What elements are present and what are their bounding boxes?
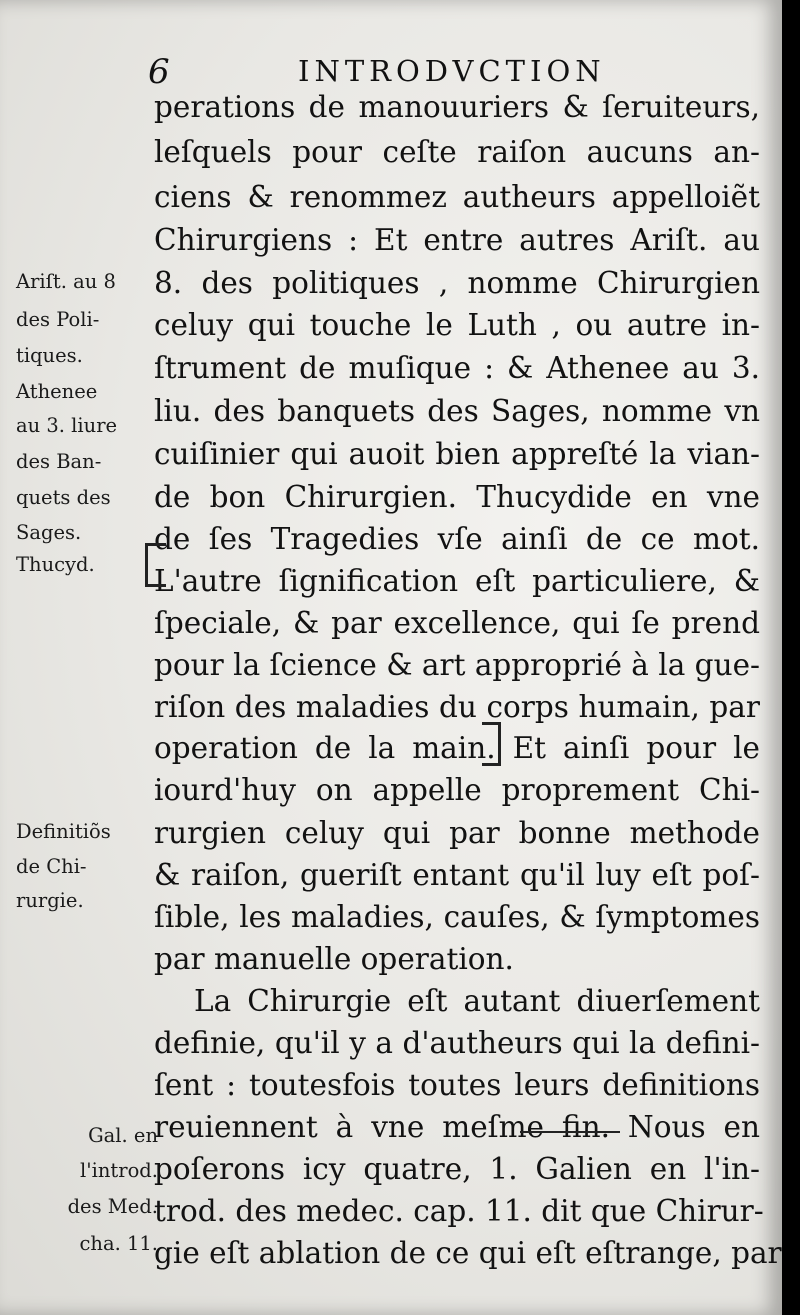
margin-note: Thucyd.	[16, 553, 95, 576]
text-line: de ſes Tragedies vſe ainſi de ce mot.	[154, 522, 760, 556]
text-line: iourd'huy on appelle proprement Chi-	[154, 773, 760, 807]
margin-note: des Med.	[67, 1195, 158, 1218]
text-line: de bon Chirurgien. Thucydide en vne	[154, 480, 760, 514]
text-line: ſible, les maladies, cauſes, & ſymptomes	[154, 900, 760, 934]
text-line: ciens & renommez autheurs appelloiẽt	[154, 180, 760, 214]
text-line: riſon des maladies du corps humain, par	[154, 690, 760, 724]
text-line: celuy qui touche le Luth , ou autre in-	[154, 308, 760, 342]
text-line: rurgien celuy qui par bonne methode	[154, 816, 760, 850]
text-line: gie eſt ablation de ce qui eſt eſtrange, par	[154, 1236, 782, 1270]
margin-note: tiques.	[16, 344, 83, 367]
margin-note: Ariſt. au 8	[16, 270, 116, 293]
margin-note: quets des	[16, 486, 111, 509]
text-line: trod. des medec. cap. 11. dit que Chirur-	[154, 1194, 764, 1228]
text-line: ſpeciale, & par excellence, qui ſe prend	[154, 606, 760, 640]
text-line: La Chirurgie eſt autant diuerſement	[194, 984, 760, 1018]
text-line: liu. des banquets des Sages, nomme vn	[154, 394, 760, 428]
margin-note: Definitiõs	[16, 820, 111, 843]
text-line: cuiſinier qui auoit bien appreſté la vian-	[154, 437, 760, 471]
margin-note: rurgie.	[16, 889, 84, 912]
text-line: Chirurgiens : Et entre autres Ariſt. au	[154, 223, 760, 257]
text-line: ſent : toutesfois toutes leurs definitions	[154, 1068, 760, 1102]
page-number: 6	[148, 52, 170, 92]
text-line: & raiſon, gueriſt entant qu'il luy eſt poſ-	[154, 858, 760, 892]
text-line: definie, qu'il y a d'autheurs qui la defini-	[154, 1026, 760, 1060]
bracket-open-mark	[145, 543, 166, 587]
text-line: poſerons icy quatre, 1. Galien en l'in-	[154, 1152, 760, 1186]
margin-note: Athenee	[16, 380, 98, 403]
margin-note: Sages.	[16, 521, 82, 544]
underline-mark	[520, 1131, 620, 1133]
margin-note: de Chi-	[16, 855, 87, 878]
text-line: L'autre ſignification eſt particuliere, &	[154, 564, 760, 598]
margin-note: au 3. liure	[16, 414, 118, 437]
text-line: 8. des politiques , nomme Chirurgien	[154, 266, 760, 300]
text-line: par manuelle operation.	[154, 942, 514, 976]
running-head: INTRODVCTION	[298, 54, 606, 88]
text-line: leſquels pour ceſte raiſon aucuns an-	[154, 135, 760, 169]
text-line: ſtrument de muſique : & Athenee au 3.	[154, 351, 760, 385]
text-line: operation de la main. Et ainſi pour le	[154, 731, 760, 765]
margin-note: cha. 11.	[79, 1232, 158, 1255]
bracket-close-mark	[482, 722, 501, 766]
margin-note: l'introd.	[80, 1159, 158, 1182]
text-line: perations de manouuriers & ſeruiteurs,	[154, 90, 760, 124]
margin-note: des Poli-	[16, 308, 100, 331]
margin-note: des Ban-	[16, 450, 102, 473]
margin-note: Gal. en	[88, 1124, 158, 1147]
text-line: reuiennent à vne meſme fin. Nous en	[154, 1110, 760, 1144]
text-line: pour la ſcience & art approprié à la gue-	[154, 648, 760, 682]
